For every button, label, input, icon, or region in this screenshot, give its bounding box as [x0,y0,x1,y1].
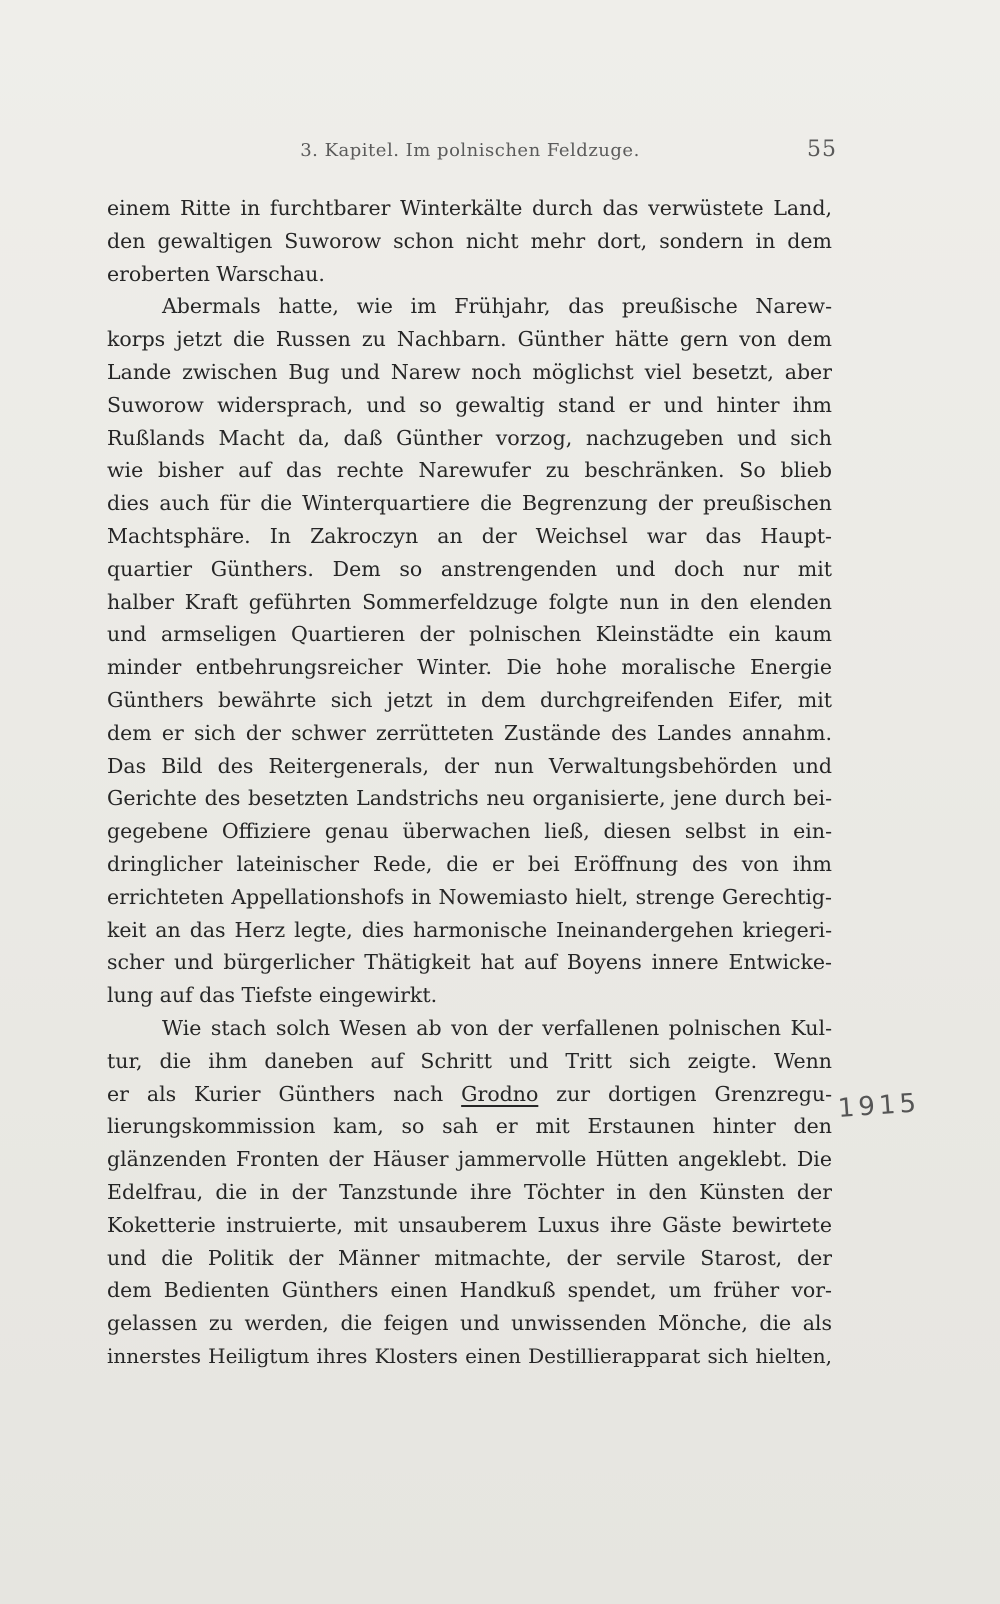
text-line: dies auch für die Winterquartiere die Begrenzung der preußischen [107,491,832,516]
text-line: scher und bürgerlicher Thätigkeit hat auf Boyens innere Entwicke- [107,950,832,975]
page-number: 55 [807,137,837,162]
text-line: quartier Günthers. Dem so anstrengenden und doch nur mit [107,556,832,581]
text-line: Gerichte des besetzten Landstrichs neu organisierte, jene durch bei- [107,786,832,811]
text-line: keit an das Herz legte, dies harmonische Ineinandergehen kriegeri- [107,917,832,942]
text-line: errichteten Appellationshofs in Nowemiasto hielt, strenge Gerechtig- [107,884,832,909]
text-line: Günthers bewährte sich jetzt in dem durchgreifenden Eifer, mit [107,687,832,712]
text-fragment: zur dortigen Grenzregu- [538,1081,832,1106]
text-line: Lande zwischen Bug und Narew noch möglichst viel besetzt, aber [107,359,832,384]
text-line: und armseligen Quartieren der polnischen Kleinstädte ein kaum [107,622,832,647]
text-line: dem Bedienten Günthers einen Handkuß spendet, um früher vor- [107,1278,832,1303]
text-line: gegebene Offiziere genau überwachen ließ, diesen selbst in ein- [107,819,832,844]
text-line: halber Kraft geführten Sommerfeldzuge folgte nun in den elenden [107,589,832,614]
text-line: glänzenden Fronten der Häuser jammervolle Hütten angeklebt. Die [107,1147,832,1172]
chapter-title: 3. Kapitel. Im polnischen Feldzuge. [300,140,640,161]
text-line: Das Bild des Reitergenerals, der nun Verwaltungsbehörden und [107,753,832,778]
text-line: eroberten Warschau. [107,261,325,286]
text-line: lung auf das Tiefste eingewirkt. [107,983,438,1008]
running-header [0,134,1000,174]
text-fragment: er als Kurier Günthers nach [107,1081,462,1106]
text-line: Suworow widersprach, und so gewaltig stand er und hinter ihm [107,392,832,417]
text-line: dem er sich der schwer zerrütteten Zustände des Landes annahm. [107,720,832,745]
text-line-with-underline [107,1078,832,1111]
text-line: Edelfrau, die in der Tanzstunde ihre Töchter in den Künsten der [107,1179,832,1204]
text-line: einem Ritte in furchtbarer Winterkälte durch das verwüstete Land, [107,196,832,220]
text-line: tur, die ihm daneben auf Schritt und Tritt sich zeigte. Wenn [107,1048,832,1073]
text-line: innerstes Heiligtum ihres Klosters einen Destillierapparat sich hielten, [107,1343,832,1368]
text-line: Rußlands Macht da, daß Günther vorzog, nachzugeben und sich [107,425,832,450]
text-line: dringlicher lateinischer Rede, die er bei Eröffnung des von ihm [107,851,832,876]
text-line: Machtsphäre. In Zakroczyn an der Weichsel war das Haupt- [107,523,832,548]
text-line: lierungskommission kam, so sah er mit Erstaunen hinter den [107,1114,832,1139]
text-line: Abermals hatte, wie im Frühjahr, das preußische Narew- [162,294,832,319]
text-line: korps jetzt die Russen zu Nachbarn. Günther hätte gern von dem [107,327,832,352]
text-line: Wie stach solch Wesen ab von der verfallenen polnischen Kul- [162,1015,832,1040]
text-line: Koketterie instruierte, mit unsauberem Luxus ihre Gäste bewirtete [107,1212,832,1237]
text-line: gelassen zu werden, die feigen und unwissenden Mönche, die als [107,1311,832,1336]
handwritten-margin-note: 1915 [836,1088,922,1124]
text-line: minder entbehrungsreicher Winter. Die hohe moralische Energie [107,655,832,680]
text-line: den gewaltigen Suworow schon nicht mehr dort, sondern in dem [107,228,832,253]
text-line: wie bisher auf das rechte Narewufer zu beschränken. So blieb [107,458,832,483]
body-text [107,192,832,1373]
text-line: und die Politik der Männer mitmachte, der servile Starost, der [107,1245,832,1270]
underlined-place-name: Grodno [461,1081,539,1106]
